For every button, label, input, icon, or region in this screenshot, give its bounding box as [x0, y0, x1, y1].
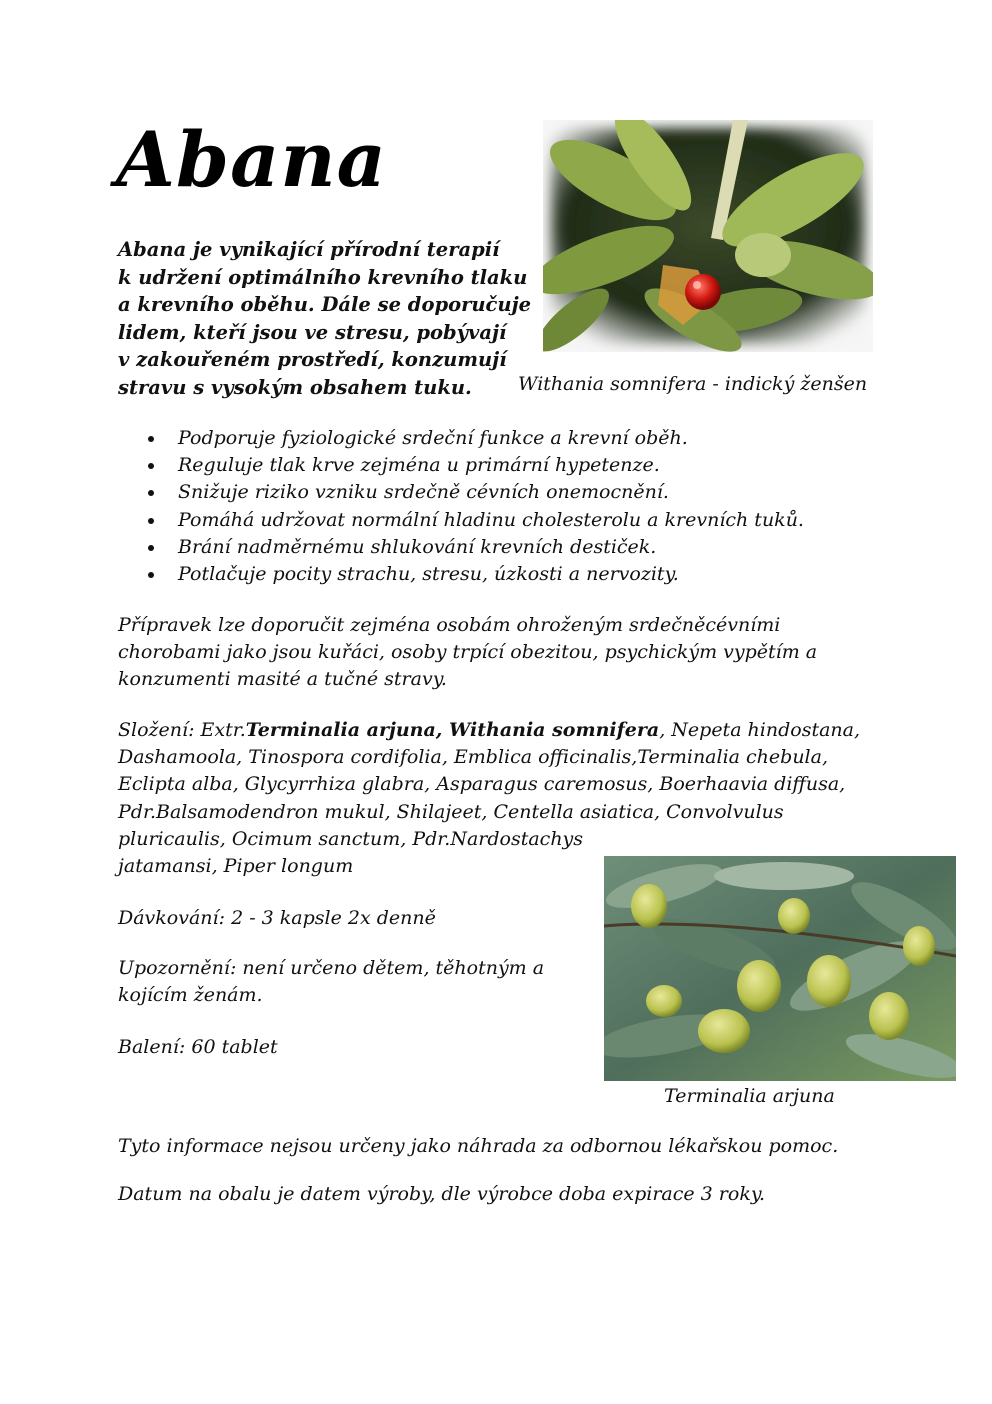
bullet-icon	[148, 572, 154, 578]
intro-paragraph	[118, 236, 532, 401]
list-item: Reguluje tlak krve zejména u primární hypetenze.	[118, 452, 804, 479]
intro-line: stravu s vysokým obsahem tuku.	[118, 375, 472, 399]
intro-line: a krevního oběhu. Dále se doporučuje	[118, 293, 532, 316]
intro-line: v zakouřeném prostředí, konzumují	[118, 348, 507, 371]
bullet-icon	[148, 463, 154, 469]
bullet-icon	[148, 436, 154, 442]
image-caption: Withania somnifera - indický ženšen	[518, 373, 868, 395]
list-item: Brání nadměrnému shlukování krevních destiček.	[118, 534, 804, 561]
text-line: konzumenti masité a tučné stravy.	[118, 668, 447, 691]
bullet-icon	[148, 518, 154, 524]
text-line: Dashamoola, Tinospora cordifolia, Emblica officinalis,Terminalia chebula,	[118, 746, 828, 769]
list-item: Potlačuje pocity strachu, stresu, úzkosti a nervozity.	[118, 561, 804, 588]
text-line: kojícím ženám.	[118, 984, 263, 1007]
page-title: Abana	[116, 115, 387, 204]
main-ingredients: Terminalia arjuna, Withania somnifera	[245, 719, 660, 741]
text-line: Složení: Extr.Terminalia arjuna, Withania somnifera, Nepeta hindostana,	[118, 719, 861, 741]
terminalia-plant-image	[604, 856, 956, 1081]
text-line: Pdr.Balsamodendron mukul, Shilajeet, Centella asiatica, Convolvulus	[118, 800, 784, 823]
text-line: Eclipta alba, Glycyrrhiza glabra, Asparagus caremosus, Boerhaavia diffusa,	[118, 773, 846, 796]
dosage-text: Dávkování: 2 - 3 kapsle 2x denně	[118, 907, 436, 929]
bullet-icon	[148, 545, 154, 551]
intro-line: lidem, kteří jsou ve stresu, pobývají	[118, 320, 507, 344]
list-item: Podporuje fyziologické srdeční funkce a krevní oběh.	[118, 425, 804, 452]
disclaimer-text: Tyto informace nejsou určeny jako náhrada za odbornou lékařskou pomoc.	[118, 1135, 839, 1157]
list-item: Snižuje riziko vzniku srdečně cévních onemocnění.	[118, 479, 804, 506]
intro-line: Abana je vynikající přírodní terapií	[118, 238, 500, 261]
warning-paragraph	[118, 955, 544, 1009]
expiry-note: Datum na obalu je datem výroby, dle výrobce doba expirace 3 roky.	[118, 1183, 766, 1205]
text-line: Přípravek lze doporučit zejména osobám ohroženým srdečněcévními	[118, 614, 781, 636]
recommendation-paragraph	[118, 612, 817, 694]
package-text: Balení: 60 tablet	[118, 1036, 278, 1058]
benefits-list	[118, 425, 804, 588]
image-caption: Terminalia arjuna	[664, 1085, 835, 1107]
withania-plant-image	[543, 120, 873, 352]
bullet-icon	[148, 490, 154, 496]
list-item: Pomáhá udržovat normální hladinu cholesterolu a krevních tuků.	[118, 507, 804, 534]
text-line: Upozornění: není určeno dětem, těhotným a	[118, 957, 545, 979]
text-line: chorobami jako jsou kuřáci, osoby trpící obezitou, psychickým vypětím a	[118, 641, 818, 664]
intro-line: k udržení optimálního krevního tlaku	[118, 265, 528, 289]
text-line: jatamansi, Piper longum	[118, 855, 354, 878]
text-line: pluricaulis, Ocimum sanctum, Pdr.Nardostachys	[118, 827, 584, 850]
